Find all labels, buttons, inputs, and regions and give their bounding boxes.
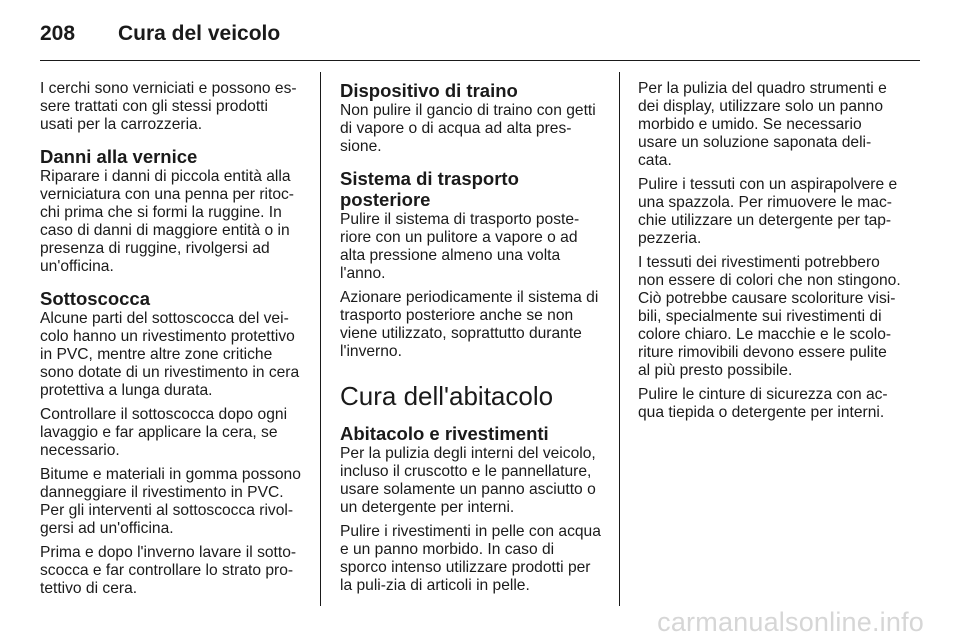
col3-paragraph-2: Pulire i tessuti con un aspirapolvere e una spazzola. Per rimuovere le mac-chie utilizzare un detergente per tap-pezzeria.	[638, 176, 898, 247]
abitacolo-paragraph-2: Pulire i rivestimenti in pelle con acqua e un panno morbido. In caso di sporco intenso utilizzare prodotti per la puli-zia di articoli in pelle.	[340, 523, 601, 594]
col3-paragraph-3: I tessuti dei rivestimenti potrebbero non essere di colori che non stingono. Ciò potrebbe causare scoloriture visi-bili, specialmente sui rivestimenti di colore chiaro. Le macchie e le scolo-riture rimovibili devono essere pulite al più presto possibile.	[638, 254, 901, 379]
trasporto-paragraph-1: Pulire il sistema di trasporto poste-riore con un pulitore a vapore o ad alta pressione almeno una volta l'anno.	[340, 211, 580, 282]
heading-sistema-trasporto: Sistema di trasporto posteriore	[340, 168, 519, 210]
intro-paragraph: I cerchi sono verniciati e possono es-sere trattati con gli stessi prodotti usati per la carrozzeria.	[40, 80, 297, 133]
watermark: carmanualsonline.info	[657, 607, 924, 637]
sottoscocca-paragraph-4: Prima e dopo l'inverno lavare il sotto-scocca e far controllare lo strato pro-tettivo di cera.	[40, 544, 297, 597]
heading-abitacolo-rivestimenti: Abitacolo e rivestimenti	[340, 423, 549, 444]
trasporto-paragraph-2: Azionare periodicamente il sistema di trasporto posteriore anche se non viene utilizzato, soprattutto durante l'inverno.	[340, 289, 599, 360]
column-2	[340, 80, 604, 601]
column-3	[638, 80, 902, 428]
col3-paragraph-1: Per la pulizia del quadro strumenti e dei display, utilizzare solo un panno morbido e umido. Se necessario usare un soluzione saponata deli-cata.	[638, 80, 887, 169]
col3-paragraph-4: Pulire le cinture di sicurezza con ac-qua tiepida o detergente per interni.	[638, 386, 888, 421]
header-rule	[40, 60, 920, 61]
traino-paragraph: Non pulire il gancio di traino con getti di vapore o di acqua ad alta pres-sione.	[340, 102, 596, 155]
column-1	[40, 80, 302, 604]
section-heading-abitacolo: Cura dell'abitacolo	[340, 381, 554, 411]
page-number: 208	[40, 22, 76, 45]
sottoscocca-paragraph-1: Alcune parti del sottoscocca del vei-colo hanno un rivestimento protettivo in PVC, mentre altre zone critiche sono dotate di un rivestimento in cera protettiva a lunga durata.	[40, 310, 300, 399]
heading-sottoscocca: Sottoscocca	[40, 288, 151, 309]
sottoscocca-paragraph-2: Controllare il sottoscocca dopo ogni lavaggio e far applicare la cera, se necessario.	[40, 406, 288, 459]
sottoscocca-paragraph-3: Bitume e materiali in gomma possono danneggiare il rivestimento in PVC. Per gli interventi al sottoscocca rivol-gersi ad un'officina.	[40, 466, 301, 537]
heading-dispositivo-traino: Dispositivo di traino	[340, 80, 518, 101]
abitacolo-paragraph-1: Per la pulizia degli interni del veicolo, incluso il cruscotto e le pannellature, usare solamente un panno asciutto o un detergente per interni.	[340, 445, 596, 516]
page-title: Cura del veicolo	[118, 22, 281, 45]
danni-paragraph: Riparare i danni di piccola entità alla verniciatura con una penna per ritoc-chi prima che si formi la ruggine. In caso di danni di maggiore entità o in presenza di ruggine, rivolgersi ad un'officina.	[40, 168, 294, 275]
heading-danni-vernice: Danni alla vernice	[40, 146, 198, 167]
column-divider-2	[619, 72, 620, 606]
column-divider-1	[320, 72, 321, 606]
page-header	[40, 14, 920, 54]
